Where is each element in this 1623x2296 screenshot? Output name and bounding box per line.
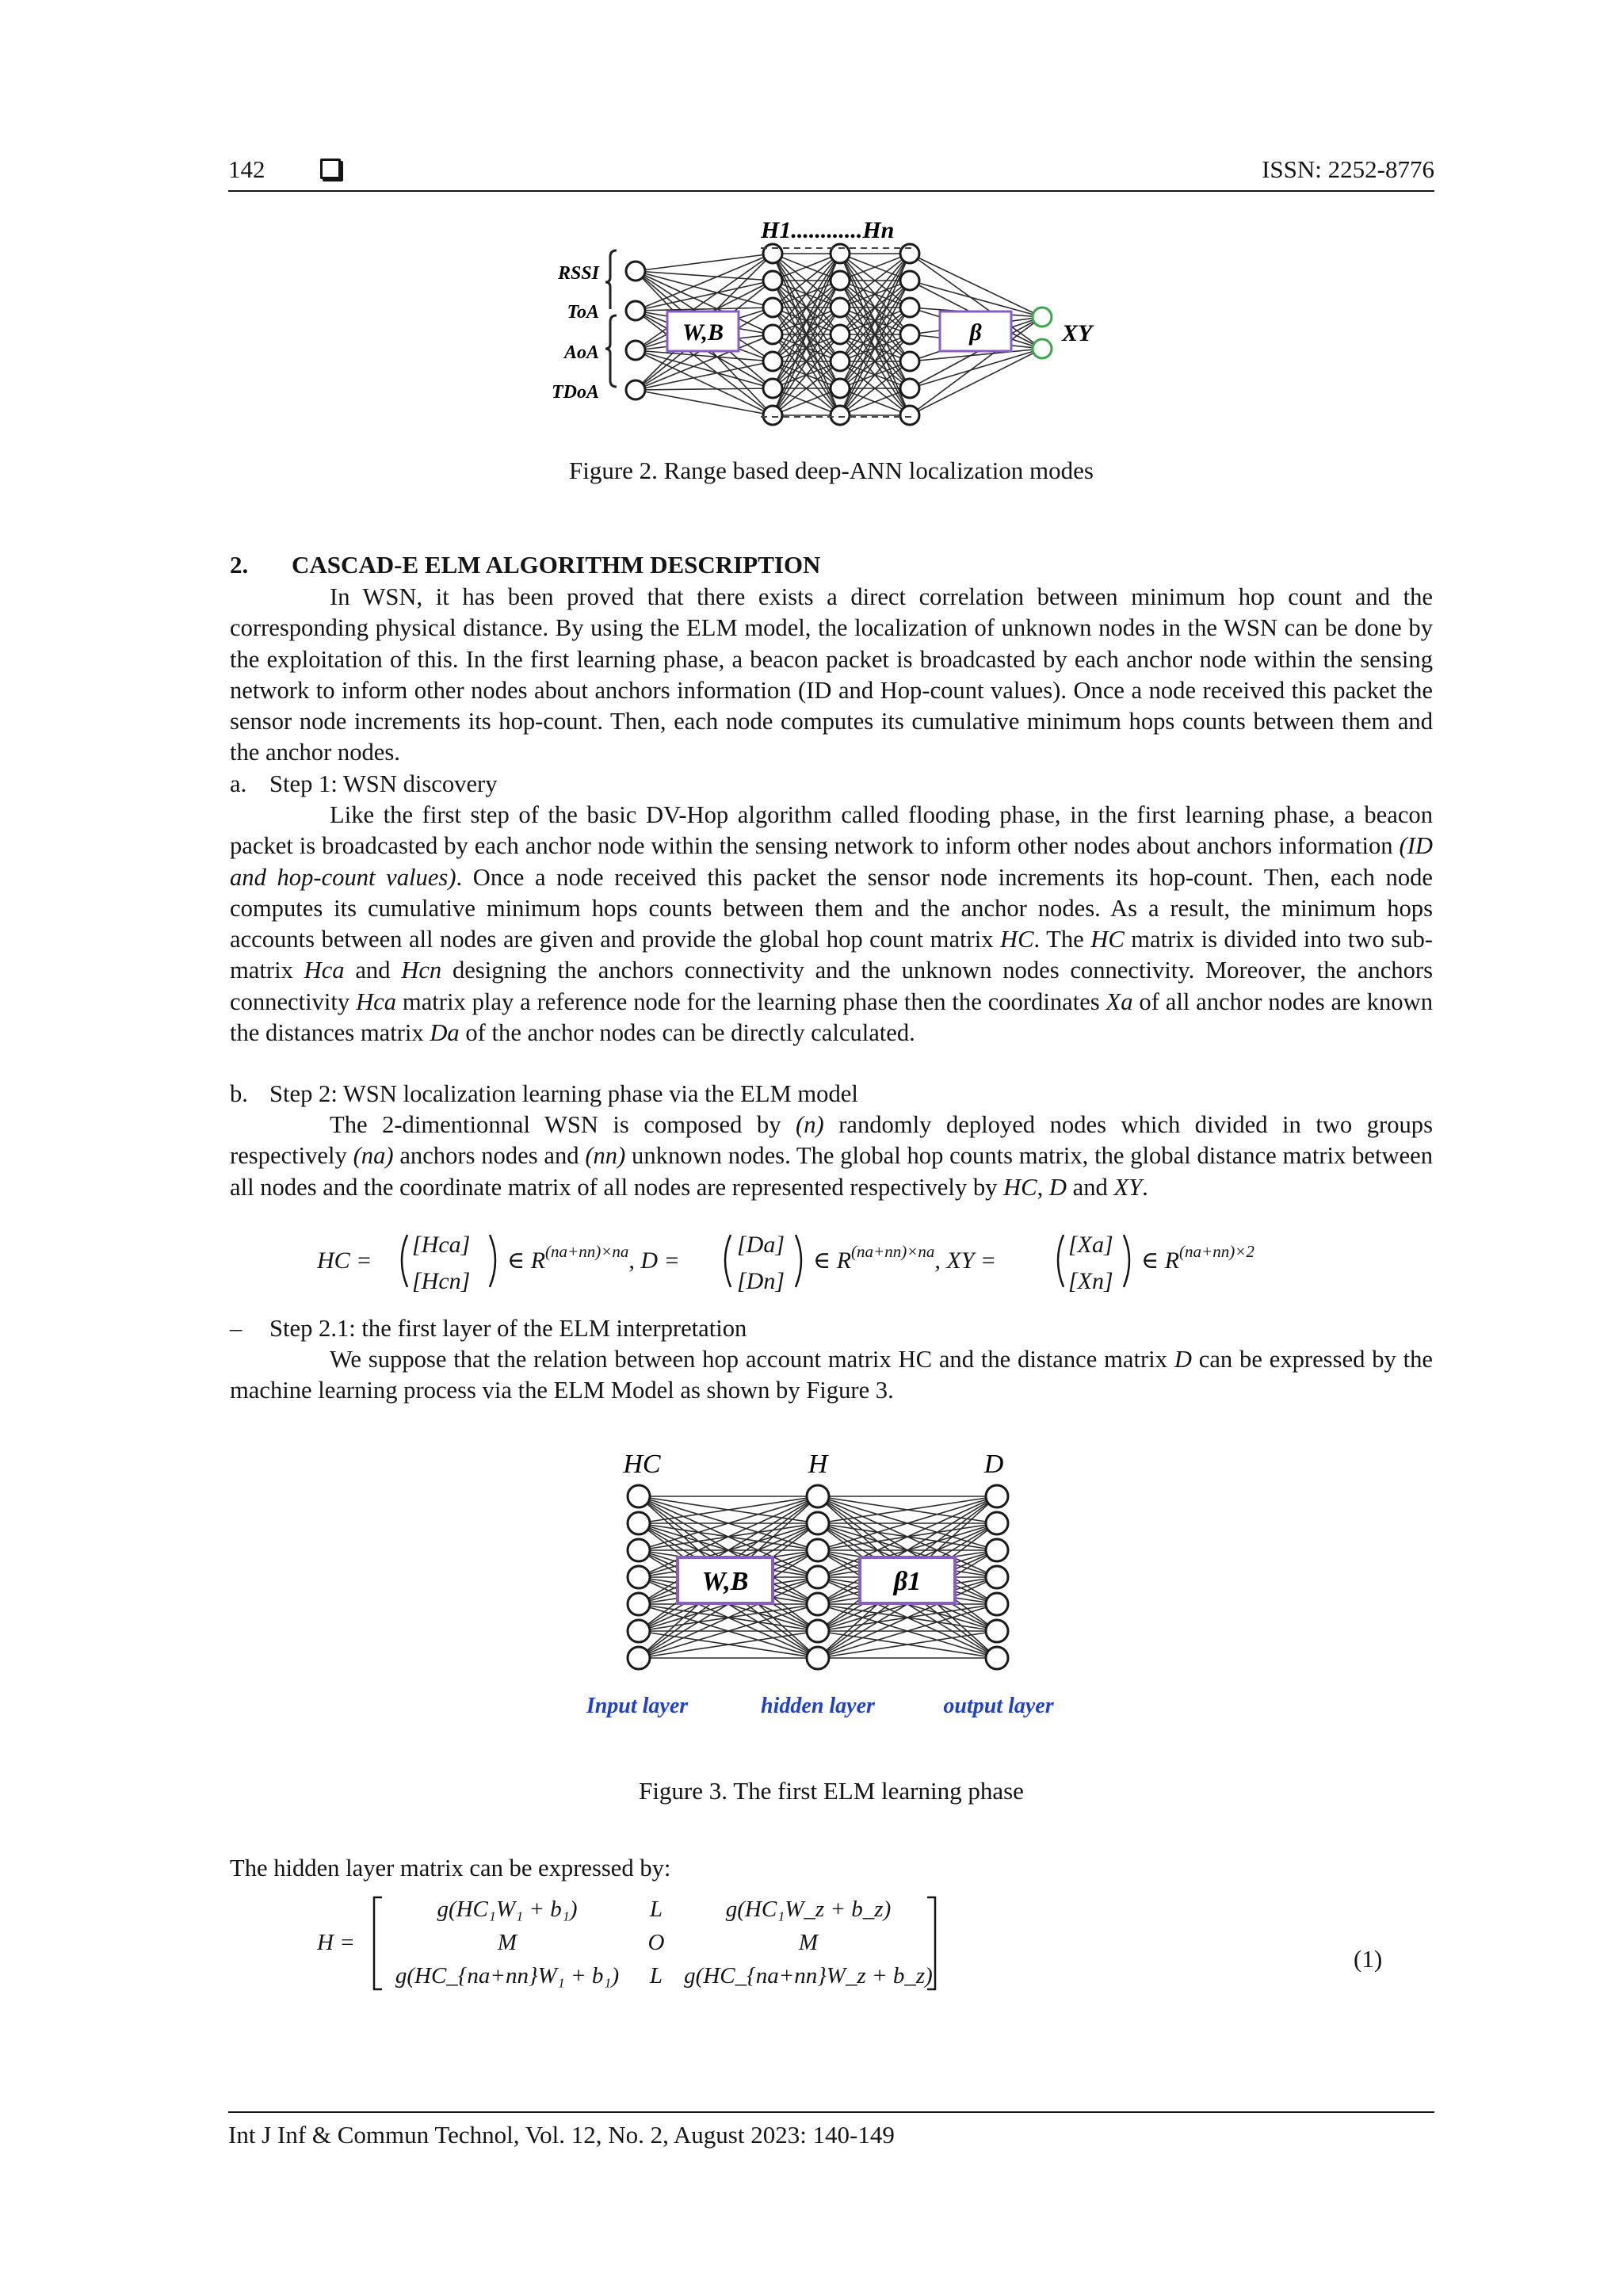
svg-text:[Da]: [Da] bbox=[737, 1232, 785, 1258]
fig3-node-0-4 bbox=[628, 1593, 650, 1615]
step2-title: Step 2: WSN localization learning phase via the ELM model bbox=[269, 1080, 858, 1107]
fig3-output-layer-label: output layer bbox=[943, 1694, 1054, 1718]
fig2-input-tdoa: TDoA bbox=[552, 382, 599, 403]
fig2-node-1-3 bbox=[763, 325, 782, 344]
svg-text:[Dn]: [Dn] bbox=[737, 1268, 785, 1294]
fig2-output-label: XY bbox=[1062, 320, 1093, 346]
fig2-node-2-6 bbox=[831, 406, 850, 425]
fig2-node-1-0 bbox=[763, 244, 782, 263]
svg-text:H =: H = bbox=[317, 1930, 355, 1955]
fig2-node-2-2 bbox=[831, 298, 850, 317]
page-number: 142 bbox=[228, 155, 265, 183]
fig2-node-1-5 bbox=[763, 379, 782, 398]
fig3-node-2-2 bbox=[986, 1539, 1008, 1561]
footer-rule bbox=[228, 2111, 1434, 2113]
fig2-node-0-0 bbox=[626, 262, 645, 281]
fig2-node-3-0 bbox=[900, 244, 919, 263]
svg-text:∈ R(na+nn)×2: ∈ $R^{(na+nn)\times 2}$ bbox=[1141, 1242, 1254, 1274]
svg-text:M: M bbox=[798, 1930, 819, 1955]
fig3-hidden-layer-label: hidden layer bbox=[761, 1694, 875, 1718]
fig2-input-toa: ToA bbox=[567, 302, 599, 323]
svg-text:g(HC₁W₁ + b₁): g(HC₁W₁ + b₁) bbox=[437, 1897, 578, 1922]
svg-text:g(HC_{na+nn}W_z + b_z): g(HC_{na+nn}W_z + b_z) bbox=[684, 1963, 933, 1988]
fig3-label-d: D bbox=[983, 1450, 1004, 1479]
fig2-input-rssi: RSSI bbox=[557, 263, 599, 284]
fig2-node-2-1 bbox=[831, 271, 850, 290]
fig3-node-0-5 bbox=[628, 1620, 650, 1642]
fig2-weights-label: W,B bbox=[682, 319, 724, 346]
svg-text:g(HC_{na+nn}W₁ + b₁): g(HC_{na+nn}W₁ + b₁) bbox=[395, 1963, 620, 1988]
svg-text:O: O bbox=[647, 1930, 665, 1955]
fig3-input-layer-label: Input layer bbox=[586, 1694, 689, 1718]
fig2-node-3-3 bbox=[900, 325, 919, 344]
svg-text:[Hcn]: [Hcn] bbox=[412, 1268, 471, 1294]
fig3-weights-label: W,B bbox=[701, 1567, 749, 1596]
fig2-node-1-2 bbox=[763, 298, 782, 317]
fig2-node-2-3 bbox=[831, 325, 850, 344]
step2-heading: b. Step 2: WSN localization learning phase via the ELM model bbox=[230, 1080, 858, 1107]
svg-text:HC =: HC = bbox=[317, 1247, 372, 1274]
step21-heading: – Step 2.1: the first layer of the ELM interpretation bbox=[230, 1315, 747, 1342]
fig2-node-1-6 bbox=[763, 406, 782, 425]
fig2-node-3-5 bbox=[900, 379, 919, 398]
step1-title: Step 1: WSN discovery bbox=[269, 770, 498, 797]
header-rule bbox=[228, 190, 1434, 192]
fig2-node-4-0 bbox=[1033, 308, 1052, 327]
page-header bbox=[228, 155, 1434, 192]
step21-title: Step 2.1: the first layer of the ELM interpretation bbox=[269, 1315, 747, 1342]
equation-1-number: (1) bbox=[1354, 1945, 1383, 1973]
fig2-node-2-0 bbox=[831, 244, 850, 263]
intro-paragraph: In WSN, it has been proved that there exists a direct correlation between minimum hop count and the corresponding physical distance. By using the ELM model, the localization of unknown nodes in the WSN can be done by the exploitation of this. In the first learning phase, a beacon packet is broadcasted by each anchor node within the sensing network to inform other nodes about anchors information (ID and Hop-count values). Once a node received this packet the sensor node increments its hop-count. Then, each node computes its cumulative minimum hops counts between them and the anchor nodes. bbox=[230, 583, 1433, 766]
figure-3-diagram bbox=[571, 1450, 1078, 1720]
svg-text:[Hca]: [Hca] bbox=[412, 1232, 471, 1258]
fig3-node-2-5 bbox=[986, 1620, 1008, 1642]
issn: ISSN: 2252-8776 bbox=[1262, 155, 1434, 183]
figure-2-caption: Figure 2. Range based deep-ANN localization modes bbox=[568, 457, 1094, 484]
fig2-input-aoa: AoA bbox=[563, 342, 599, 363]
svg-text:L: L bbox=[649, 1963, 663, 1988]
footer-citation: Int J Inf & Commun Technol, Vol. 12, No. 2, August 2023: 140-149 bbox=[228, 2121, 895, 2149]
fig3-node-2-6 bbox=[986, 1647, 1008, 1669]
fig3-node-0-2 bbox=[628, 1539, 650, 1561]
fig3-node-0-3 bbox=[628, 1566, 650, 1588]
fig3-node-1-1 bbox=[807, 1512, 829, 1534]
fig3-node-1-0 bbox=[807, 1485, 829, 1507]
fig3-label-hc: HC bbox=[623, 1450, 661, 1479]
fig2-node-3-4 bbox=[900, 352, 919, 371]
svg-text:M: M bbox=[497, 1930, 517, 1955]
fig3-beta-label: β1 bbox=[893, 1567, 922, 1596]
fig3-node-2-3 bbox=[986, 1566, 1008, 1588]
hidden-layer-text: The hidden layer matrix can be expressed by: bbox=[230, 1855, 671, 1881]
box-icon bbox=[320, 159, 341, 179]
fig2-node-4-1 bbox=[1033, 339, 1052, 358]
fig3-node-0-0 bbox=[628, 1485, 650, 1507]
step2-paragraph: The 2-dimentionnal WSN is composed by (n) randomly deployed nodes which divided in two groups respectively (na) anchors nodes and (nn) unknown nodes. The global hop counts matrix, the global distance matrix between all nodes and the coordinate matrix of all nodes are represented respectively by HC, D and XY. bbox=[230, 1111, 1433, 1201]
fig2-node-3-2 bbox=[900, 298, 919, 317]
fig3-node-2-4 bbox=[986, 1593, 1008, 1615]
svg-text:L: L bbox=[649, 1897, 663, 1922]
fig3-node-2-0 bbox=[986, 1485, 1008, 1507]
equation-1 bbox=[317, 1891, 1109, 1994]
fig3-node-0-6 bbox=[628, 1647, 650, 1669]
fig2-node-3-1 bbox=[900, 271, 919, 290]
fig3-label-h: H bbox=[808, 1450, 828, 1479]
svg-text:[Xn]: [Xn] bbox=[1068, 1268, 1113, 1294]
svg-text:g(HC₁W_z + b_z): g(HC₁W_z + b_z) bbox=[725, 1897, 892, 1922]
fig3-node-1-6 bbox=[807, 1647, 829, 1669]
section-title: CASCAD-E ELM ALGORITHM DESCRIPTION bbox=[292, 551, 821, 579]
fig2-node-0-2 bbox=[626, 341, 645, 360]
svg-text:∈ R(na+nn)×na, D =: ∈ $R^{(na+nn)\times na}$, D = bbox=[507, 1242, 680, 1274]
fig3-node-2-1 bbox=[986, 1512, 1008, 1534]
fig2-layers-label: H1............Hn bbox=[761, 217, 895, 243]
fig2-node-1-4 bbox=[763, 352, 782, 371]
figure-2-diagram bbox=[547, 216, 1117, 437]
section-heading bbox=[230, 551, 820, 579]
fig3-node-1-4 bbox=[807, 1593, 829, 1615]
fig2-node-1-1 bbox=[763, 271, 782, 290]
section-number: 2. bbox=[230, 551, 249, 579]
fig2-beta-label: β bbox=[969, 319, 982, 346]
fig3-node-1-3 bbox=[807, 1566, 829, 1588]
fig3-node-0-1 bbox=[628, 1512, 650, 1534]
fig3-node-1-5 bbox=[807, 1620, 829, 1642]
fig2-node-0-3 bbox=[626, 380, 645, 399]
fig2-node-0-1 bbox=[626, 301, 645, 320]
svg-text:∈ R(na+nn)×na, XY =: ∈ $R^{(na+nn)\times na}$, XY = bbox=[813, 1242, 997, 1274]
fig2-node-2-5 bbox=[831, 379, 850, 398]
svg-text:[Xa]: [Xa] bbox=[1068, 1232, 1113, 1258]
fig2-node-3-6 bbox=[900, 406, 919, 425]
fig2-node-2-4 bbox=[831, 352, 850, 371]
step1-heading: a. Step 1: WSN discovery bbox=[230, 770, 498, 797]
step1-paragraph: Like the first step of the basic DV-Hop algorithm called flooding phase, in the first learning phase, a beacon packet is broadcasted by each anchor node within the sensing network to inform other nodes about anchors information (ID and hop-count values). Once a node received this packet the sensor node increments its hop-count. Then, each node computes its cumulative minimum hops counts between them and the anchor nodes. As a result, the minimum hops accounts between all nodes are given and provide the global hop count matrix HC. The HC matrix is divided into two sub-matrix Hca and Hcn designing the anchors connectivity and the unknown nodes connectivity. Moreover, the anchors connectivity Hca matrix play a reference node for the learning phase then the coordinates Xa of all anchor nodes are known the distances matrix Da of the anchor nodes can be directly calculated. bbox=[230, 801, 1433, 1047]
matrix-equation bbox=[317, 1221, 1363, 1300]
step21-paragraph: We suppose that the relation between hop account matrix HC and the distance matrix D can be expressed by the machine learning process via the ELM Model as shown by Figure 3. bbox=[230, 1346, 1433, 1404]
fig3-node-1-2 bbox=[807, 1539, 829, 1561]
figure-3-caption: Figure 3. The first ELM learning phase bbox=[639, 1777, 1024, 1805]
